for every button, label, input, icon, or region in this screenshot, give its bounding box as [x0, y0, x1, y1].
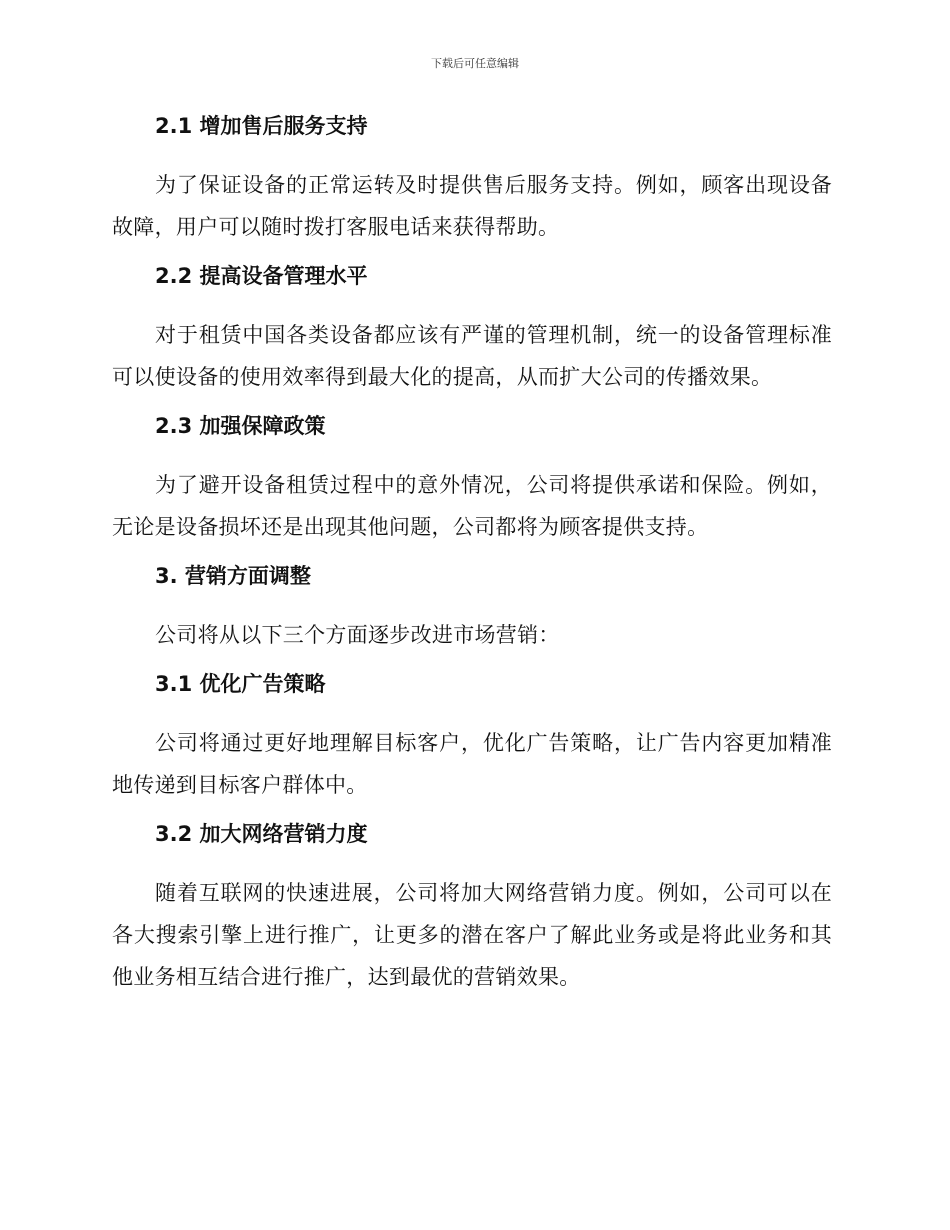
section-paragraph-2-3: 为了避开设备租赁过程中的意外情况，公司将提供承诺和保险。例如，无论是设备损坏还是出现其他问题，公司都将为顾客提供支持。 [112, 473, 832, 539]
section-heading-2-2: 2.2 提高设备管理水平 [155, 264, 368, 288]
section-paragraph-2-2: 对于租赁中国各类设备都应该有严谨的管理机制，统一的设备管理标准可以使设备的使用效率得到最大化的提高，从而扩大公司的传播效果。 [112, 323, 832, 389]
page-header: 下载后可任意编辑 [431, 57, 519, 70]
section-paragraph-2-1: 为了保证设备的正常运转及时提供售后服务支持。例如，顾客出现设备故障，用户可以随时拨打客服电话来获得帮助。 [112, 173, 832, 239]
section-heading-3: 3. 营销方面调整 [155, 564, 311, 588]
section-paragraph-3-1: 公司将通过更好地理解目标客户，优化广告策略，让广告内容更加精准地传递到目标客户群体中。 [112, 731, 832, 797]
section-paragraph-3-2: 随着互联网的快速进展，公司将加大网络营销力度。例如，公司可以在各大搜索引擎上进行推广，让更多的潜在客户了解此业务或是将此业务和其他业务相互结合进行推广，达到最优的营销效果。 [112, 881, 832, 989]
document-body [112, 110, 832, 1010]
section-heading-2-3: 2.3 加强保障政策 [155, 414, 326, 438]
section-heading-2-1: 2.1 增加售后服务支持 [155, 114, 368, 138]
section-paragraph-3: 公司将从以下三个方面逐步改进市场营销： [155, 623, 560, 647]
section-heading-3-1: 3.1 优化广告策略 [155, 672, 326, 696]
section-heading-3-2: 3.2 加大网络营销力度 [155, 822, 368, 846]
